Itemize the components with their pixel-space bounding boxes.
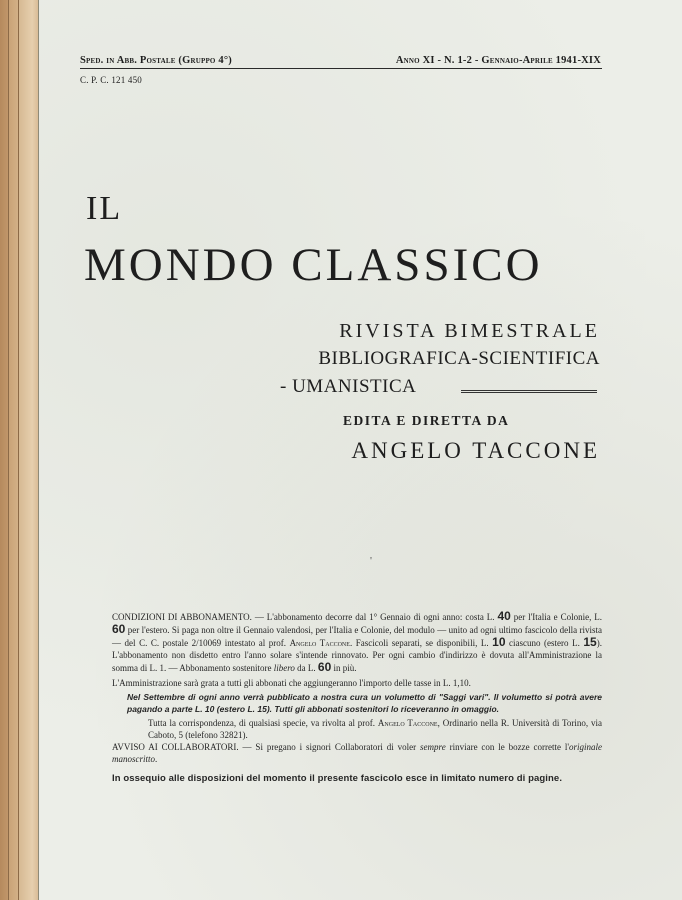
editor-name: ANGELO TACCONE: [351, 438, 600, 463]
title-article: IL: [86, 190, 123, 227]
limited-pages-notice: In ossequio alle disposizioni del momento il presente fascicolo esce in limitato numero di pagine.: [112, 772, 563, 784]
editor-label: EDITA E DIRETTA DA: [343, 413, 510, 428]
conditions-label: CONDIZIONI DI ABBONAMENTO.: [112, 612, 252, 622]
subtitle-line-3: - UMANISTICA: [280, 376, 417, 397]
subtitle-line-2: BIBLIOGRAFICA-SCIENTIFICA: [318, 348, 600, 369]
center-mark: ': [370, 555, 372, 567]
subscription-notes: [112, 611, 602, 785]
magazine-title: MONDO CLASSICO: [84, 239, 543, 291]
saggi-vari-note: Nel Settembre di ogni anno verrà pubblicato a nostra cura un volumetto di "Saggi vari". Il volumetto si potrà avere pagando a parte L. 10 (estero L. 15). Tutti gli abbonati sostenitori lo riceveranno in omaggio.: [127, 692, 602, 715]
editor-name-inline: Angelo Taccone: [289, 637, 350, 648]
cpc-code: C. P. C. 121 450: [80, 75, 142, 85]
contributors-notice: AVVISO AI COLLABORATORI. — Si pregano i signori Collaboratori di voler sempre rinviare con le bozze corrette l'originale manoscritto.: [112, 742, 603, 764]
price-italy: 40: [497, 609, 511, 623]
price-single-issue-abroad: 15: [583, 634, 597, 649]
postal-shipping-note: Sped. in Abb. Postale (Gruppo 4°): [80, 55, 232, 66]
subtitle-double-rule: [461, 390, 597, 393]
header-rule: [80, 68, 602, 69]
subscription-conditions: CONDIZIONI DI ABBONAMENTO. — L'abbonamento decorre dal 1° Gennaio di ogni anno: costa L. 40 per l'Italia e Colonie, L. 60 per l'estero. Si paga non oltre il Gennaio valendosi, per l'Italia e Colonie, del modulo — unito ad ogni ultimo fascicolo della rivista — del C. C. postale 2/10069 intestato al prof. Angelo Taccone. Fascicoli separati, se disponibili, L. 10 ciascuno (estero L. 15). L'abbonamento non disdetto entro l'anno solare s'intende rinnovato. Per ogni cambio d'indirizzo è dovuta all'Amministrazione la somma di L. 1. — Abbonamento sostenitore libero da L. 60 in più.: [112, 609, 603, 674]
price-supporter: 60: [317, 659, 332, 674]
price-abroad: 60: [112, 621, 126, 636]
price-single-issue: 10: [492, 634, 506, 649]
administration-note: L'Amministrazione sarà grata a tutti gli abbonati che aggiungeranno l'importo delle tasse in L. 1,10.: [112, 677, 471, 688]
issue-info: Anno XI - N. 1-2 - Gennaio-Aprile 1941-XIX: [395, 55, 601, 66]
correspondence-note: Tutta la corrispondenza, di qualsiasi specie, va rivolta al prof. Angelo Taccone, Ordinario nella R. Università di Torino, via Caboto, 5 (telefono 32821).: [148, 718, 602, 741]
subtitle-line-1: RIVISTA BIMESTRALE: [339, 320, 600, 342]
